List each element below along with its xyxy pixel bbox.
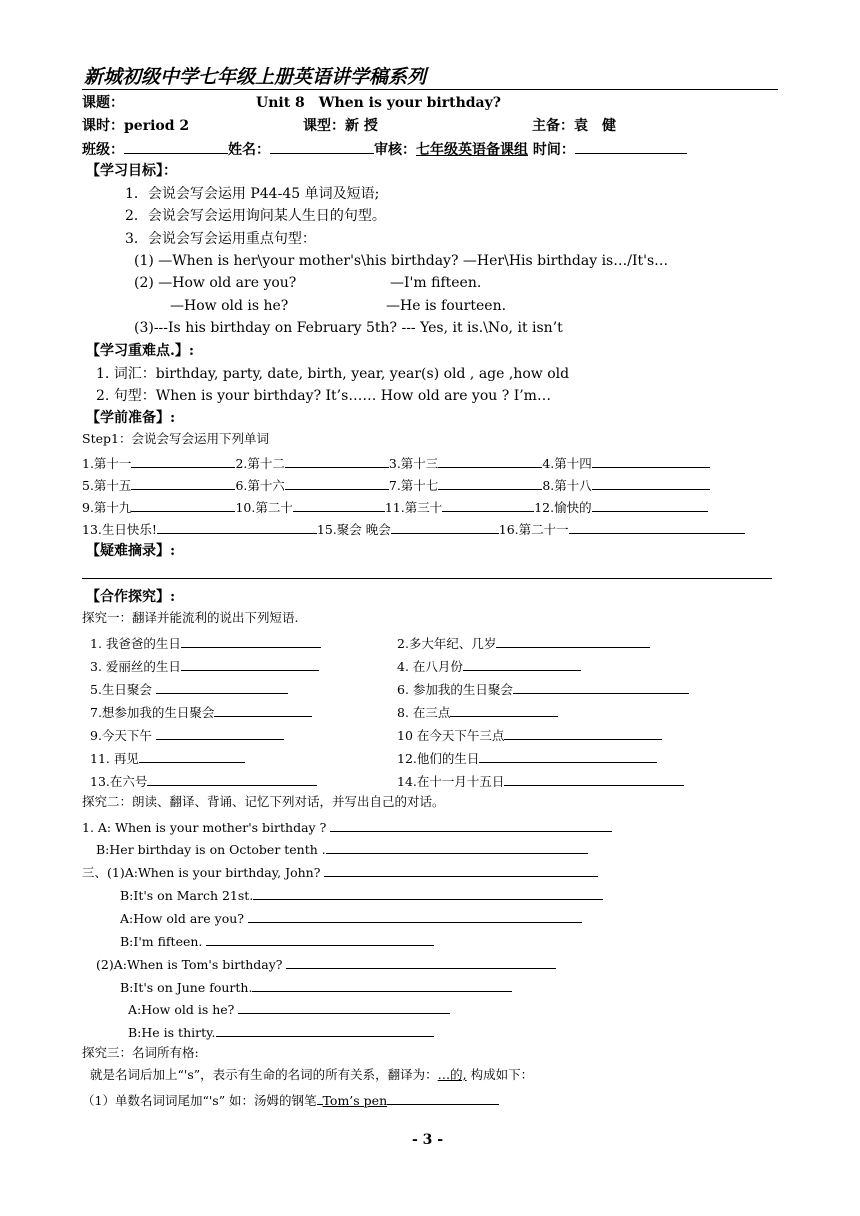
dialog-line: B:It's on March 21st.: [120, 887, 603, 903]
phrase-item: 9.今天下午: [90, 727, 284, 743]
phrase-blank[interactable]: [181, 658, 319, 671]
dialog-blank[interactable]: [252, 979, 512, 992]
vocab-blank[interactable]: [592, 477, 710, 490]
phrase-item: 12.他们的生日: [397, 750, 657, 766]
vocab-blank[interactable]: [157, 521, 317, 534]
prep-step: Step1：会说会写会运用下列单词: [82, 431, 269, 446]
goal-item: 1．会说会写会运用 P44-45 单词及短语;: [125, 186, 380, 202]
phrase-item: 10 在今天下午三点: [397, 727, 662, 743]
period-label: 课时：period 2: [82, 118, 190, 134]
difficulty-heading: 【疑难摘录】:: [86, 543, 176, 559]
phrase-blank[interactable]: [181, 635, 321, 648]
phrase-item: 7.想参加我的生日聚会: [90, 704, 312, 720]
vocab-row: [82, 499, 708, 515]
reviewer: 七年级英语备课组: [416, 142, 528, 158]
info-line: [82, 141, 687, 157]
vocab-item: 7.第十七: [388, 478, 439, 493]
vocab-item: 11.第三十: [384, 500, 443, 515]
phrase-item: 8. 在三点: [397, 704, 558, 720]
phrase-blank[interactable]: [156, 681, 288, 694]
phrase-item: 4. 在八月份: [397, 658, 581, 674]
example-blank[interactable]: [387, 1092, 499, 1105]
goal-item: 2．会说会写会运用询问某人生日的句型。: [125, 208, 386, 224]
dialog-blank[interactable]: [206, 933, 434, 946]
possessive-rule-1: （1）单数名词词尾加“'s” 如：汤姆的钢笔 Tom’s pen: [82, 1092, 499, 1108]
goals-heading: 【学习目标】：: [86, 163, 177, 179]
vocab-item: 5.第十五: [82, 478, 132, 493]
vocab-blank[interactable]: [285, 455, 389, 468]
goal-sentence: —He is fourteen.: [386, 298, 507, 314]
lesson-type: 课型：新 授: [303, 118, 378, 134]
vocab-blank[interactable]: [131, 455, 235, 468]
vocab-item: 15.聚会 晚会: [316, 522, 391, 537]
goal-sentence: —I'm fifteen.: [390, 275, 482, 291]
name-blank[interactable]: [270, 141, 374, 154]
possessive-rule: 就是名词后加上“'s”，表示有生命的名词的所有关系，翻译为：…的, 构成如下：: [90, 1067, 534, 1082]
phrase-item: 13.在六号: [90, 773, 317, 789]
class-blank[interactable]: [124, 141, 228, 154]
phrase-blank[interactable]: [139, 750, 245, 763]
reviewer-label: 审核：: [374, 142, 416, 158]
vocab-item: 13.生日快乐!: [82, 522, 157, 537]
phrase-item: 5.生日聚会: [90, 681, 288, 697]
page-number: - 3 -: [412, 1132, 444, 1148]
vocab-item: 1.第十一: [82, 456, 132, 471]
dialog-blank[interactable]: [216, 1024, 434, 1037]
goal-sentence: —How old is he?: [170, 298, 289, 314]
dialog-line: (2)A:When is Tom's birthday?: [96, 956, 556, 972]
vocab-item: 10.第二十: [235, 500, 293, 515]
vocab-blank[interactable]: [131, 499, 235, 512]
rule1-example: Tom’s pen: [322, 1093, 388, 1108]
dialog-blank[interactable]: [248, 910, 582, 923]
prep-heading: 【学前准备】:: [86, 410, 176, 426]
explore3-title: 探究三：名词所有格:: [82, 1045, 199, 1060]
vocab-row: [82, 455, 710, 471]
time-label: 时间：: [532, 142, 575, 158]
explore1-title: 探究一：翻译并能流利的说出下列短语.: [82, 610, 299, 625]
goal-sentence: (1) —When is her\your mother's\his birthday? —Her\His birthday is…/It's…: [134, 253, 669, 269]
dialog-line: 三、(1)A:When is your birthday, John?: [82, 864, 598, 880]
phrase-blank[interactable]: [479, 750, 657, 763]
vocab-item: 3.第十三: [388, 456, 439, 471]
phrase-blank[interactable]: [504, 773, 684, 786]
dialog-line: A:How old are you?: [120, 910, 582, 926]
explore2-title: 探究二：朗读、翻译、背诵、记忆下列对话，并写出自己的对话。: [82, 794, 445, 809]
phrase-blank[interactable]: [214, 704, 312, 717]
dialog-line: B:He is thirty.: [128, 1024, 434, 1040]
rule-of-text: …的,: [437, 1067, 467, 1082]
phrase-blank[interactable]: [504, 727, 662, 740]
difficulty-answer-line[interactable]: [82, 578, 772, 579]
vocab-row: [82, 477, 710, 493]
header-rule: [82, 89, 778, 90]
vocab-blank[interactable]: [438, 455, 542, 468]
dialog-blank[interactable]: [253, 887, 603, 900]
phrase-item: 2.多大年纪、几岁: [397, 635, 650, 651]
header-title: 新城初级中学七年级上册英语讲学稿系列: [84, 66, 427, 88]
vocab-blank[interactable]: [442, 499, 534, 512]
vocab-row: [82, 521, 745, 537]
time-blank[interactable]: [575, 141, 687, 154]
vocab-item: 9.第十九: [82, 500, 132, 515]
dialog-line: B:Her birthday is on October tenth .: [96, 841, 588, 857]
vocab-blank[interactable]: [569, 521, 745, 534]
phrase-blank[interactable]: [450, 704, 558, 717]
vocab-item: 6.第十六: [235, 478, 285, 493]
keypoint-item: 2. 句型：When is your birthday? It’s…… How old are you ? I’m…: [96, 388, 551, 404]
vocab-item: 4.第十四: [542, 456, 592, 471]
phrase-blank[interactable]: [147, 773, 317, 786]
vocab-blank[interactable]: [293, 499, 385, 512]
dialog-line: B:It's on June fourth.: [120, 979, 512, 995]
phrase-item: 14.在十一月十五日: [397, 773, 684, 789]
dialog-line: 1. A: When is your mother's birthday ?: [82, 819, 612, 835]
dialog-blank[interactable]: [330, 819, 612, 832]
goal-sentence: (3)---Is his birthday on February 5th? --- Yes, it is.\No, it isn’t: [134, 320, 563, 336]
dialog-blank[interactable]: [286, 956, 556, 969]
vocab-blank[interactable]: [592, 455, 710, 468]
vocab-item: 8.第十八: [542, 478, 592, 493]
topic-label: 课题：: [82, 95, 124, 111]
coop-heading: 【合作探究】:: [86, 589, 176, 605]
vocab-item: 16.第二十一: [498, 522, 569, 537]
dialog-line: B:I'm fifteen.: [120, 933, 434, 949]
vocab-blank[interactable]: [131, 477, 235, 490]
dialog-blank[interactable]: [324, 864, 598, 877]
phrase-blank[interactable]: [496, 635, 650, 648]
phrase-item: 3. 爱丽丝的生日: [90, 658, 319, 674]
keypoint-item: 1. 词汇：birthday, party, date, birth, year, year(s) old , age ,how old: [96, 366, 570, 382]
lead-author: 主备：袁 健: [532, 118, 616, 134]
dialog-blank[interactable]: [238, 1001, 450, 1014]
phrase-item: 6. 参加我的生日聚会: [397, 681, 689, 697]
vocab-item: 2.第十二: [235, 456, 285, 471]
vocab-item: 12.愉快的: [534, 500, 592, 515]
phrase-item: 1. 我爸爸的生日: [90, 635, 321, 651]
vocab-blank[interactable]: [391, 521, 499, 534]
vocab-blank[interactable]: [438, 477, 542, 490]
phrase-blank[interactable]: [156, 727, 284, 740]
phrase-blank[interactable]: [463, 658, 581, 671]
goal-item: 3．会说会写会运用重点句型：: [125, 231, 316, 247]
vocab-blank[interactable]: [285, 477, 389, 490]
phrase-item: 11. 再见: [90, 750, 245, 766]
phrase-blank[interactable]: [513, 681, 689, 694]
goal-sentence: (2) —How old are you?: [134, 275, 297, 291]
topic-title: Unit 8 When is your birthday?: [256, 95, 501, 111]
keypoints-heading: 【学习重难点.】:: [86, 343, 195, 359]
vocab-blank[interactable]: [592, 499, 708, 512]
class-label: 班级：: [82, 142, 124, 158]
dialog-line: A:How old is he?: [128, 1001, 450, 1017]
name-label: 姓名：: [228, 142, 270, 158]
dialog-blank[interactable]: [326, 841, 588, 854]
